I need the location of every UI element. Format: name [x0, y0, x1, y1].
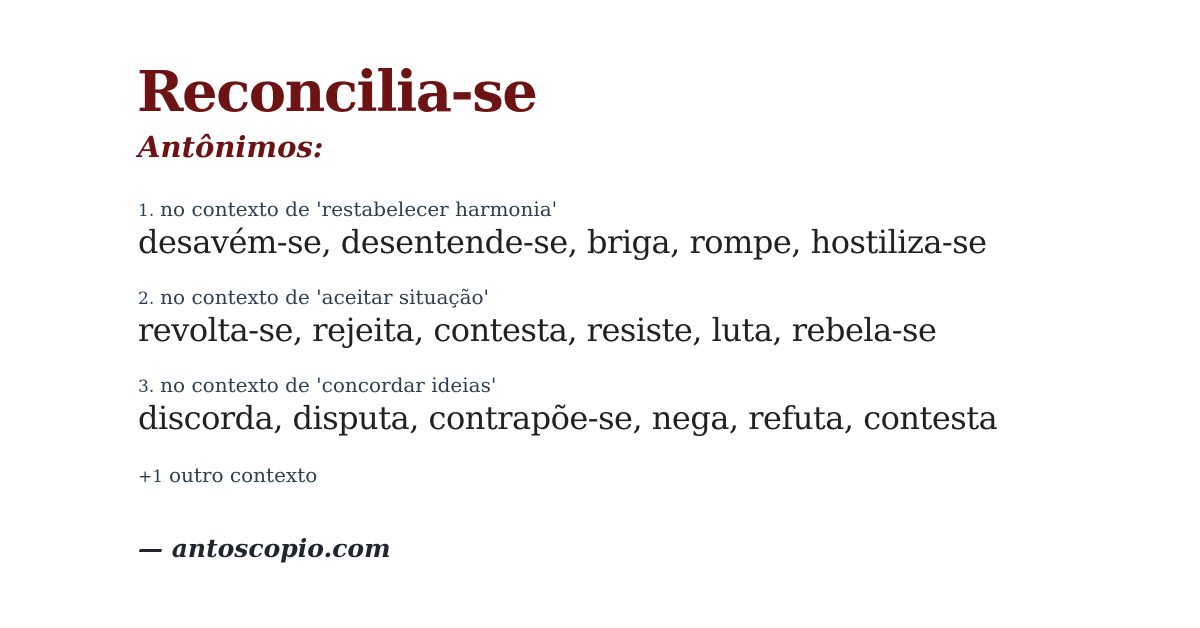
context-number: 3.	[138, 377, 155, 397]
more-contexts-label: outro contexto	[169, 463, 318, 487]
context-number: 2.	[138, 289, 155, 309]
context-block-3	[138, 374, 997, 436]
context-label: no contexto de 'restabelecer harmonia'	[160, 197, 558, 221]
word-title: Reconcilia-se	[137, 59, 537, 125]
context-label: no contexto de 'aceitar situação'	[160, 285, 490, 309]
more-contexts-count: +1	[138, 467, 164, 487]
context-label: no contexto de 'concordar ideias'	[160, 373, 497, 397]
attribution: — antoscopio.com	[138, 534, 391, 563]
context-label-line	[138, 198, 987, 222]
more-contexts-link[interactable]	[138, 464, 317, 488]
antonym-list: revolta-se, rejeita, contesta, resiste, luta, rebela-se	[138, 311, 937, 349]
context-block-2	[138, 286, 936, 348]
antonym-list: desavém-se, desentende-se, briga, rompe, hostiliza-se	[138, 223, 987, 261]
context-label-line	[138, 374, 997, 398]
context-label-line	[138, 286, 936, 310]
context-number: 1.	[138, 201, 155, 221]
context-block-1	[138, 198, 987, 260]
antonym-list: discorda, disputa, contrapõe-se, nega, refuta, contesta	[138, 399, 998, 437]
antonyms-heading: Antônimos:	[138, 130, 324, 164]
